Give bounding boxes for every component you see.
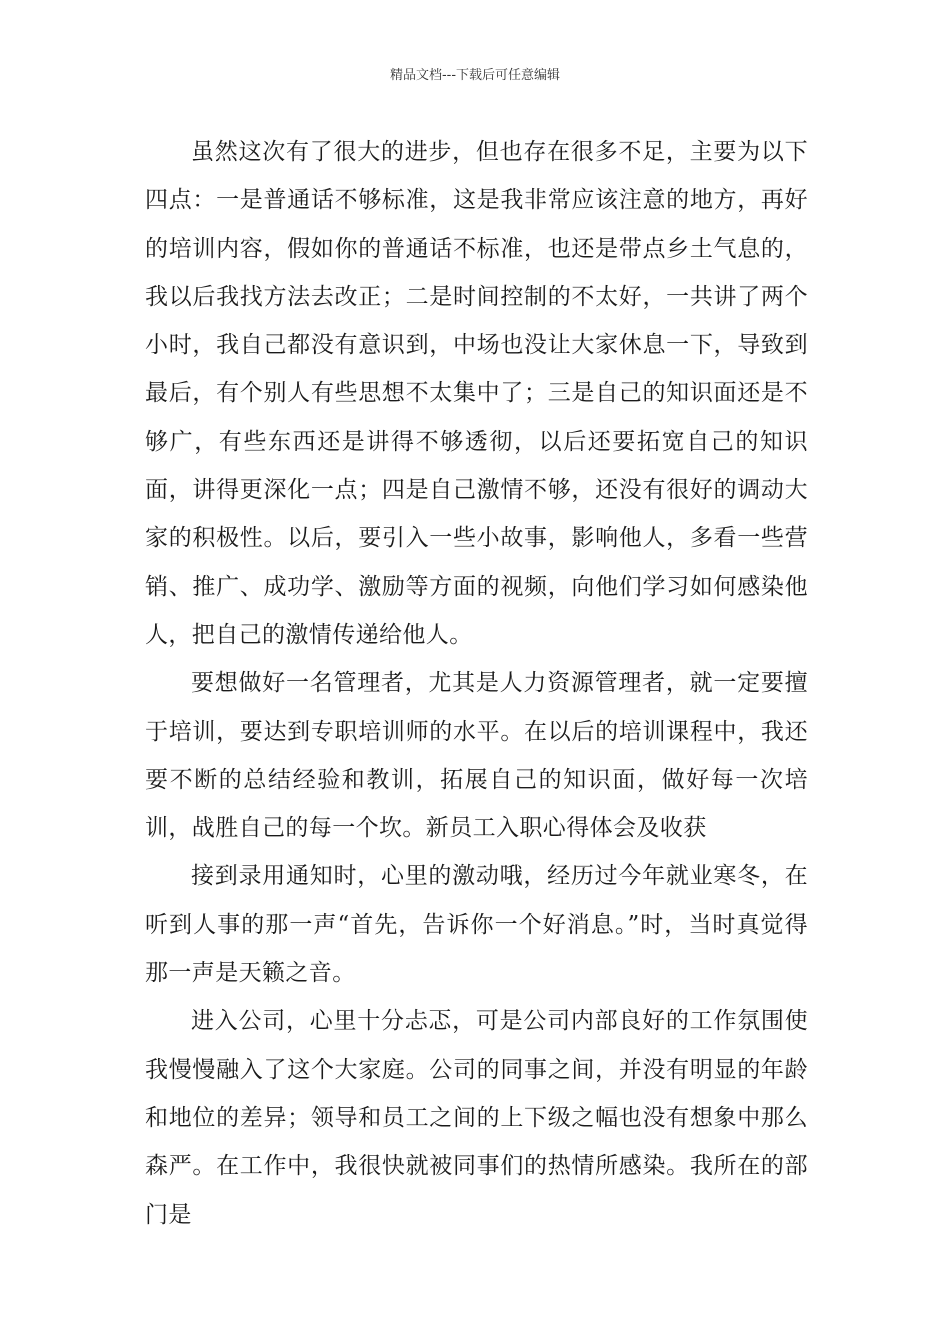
document-body xyxy=(145,128,808,1239)
paragraph-3: 接到录用通知时，心里的激动哦，经历过今年就业寒冬，在听到人事的那一声“首先，告诉你一个好消息。”时，当时真觉得那一声是天籁之音。 xyxy=(145,863,808,987)
paragraph-4: 进入公司，心里十分忐忑，可是公司内部良好的工作氛围使我慢慢融入了这个大家庭。公司的同事之间，并没有明显的年龄和地位的差异；领导和员工之间的上下级之幅也没有想象中那么森严。在工作中，我很快就被同事们的热情所感染。我所在的部门是 xyxy=(145,1008,808,1228)
paragraph-1: 虽然这次有了很大的进步，但也存在很多不足，主要为以下四点：一是普通话不够标准，这是我非常应该注意的地方，再好的培训内容，假如你的普通话不标准，也还是带点乡土气息的，我以后我找方法去改正；二是时间控制的不太好，一共讲了两个小时，我自己都没有意识到，中场也没让大家休息一下，导致到最后，有个别人有些思想不太集中了；三是自己的知识面还是不够广，有些东西还是讲得不够透彻，以后还要拓宽自己的知识面，讲得更深化一点；四是自己激情不够，还没有很好的调动大家的积极性。以后，要引入一些小故事，影响他人，多看一些营销、推广、成功学、激励等方面的视频，向他们学习如何感染他人，把自己的激情传递给他人。 xyxy=(145,139,808,648)
page-header: 精品文档---下载后可任意编辑 xyxy=(389,68,561,83)
paragraph-2: 要想做好一名管理者，尤其是人力资源管理者，就一定要擅于培训，要达到专职培训师的水平。在以后的培训课程中，我还要不断的总结经验和教训，拓展自己的知识面，做好每一次培训，战胜自己的每一个坎。新员工入职心得体会及收获 xyxy=(145,670,808,842)
